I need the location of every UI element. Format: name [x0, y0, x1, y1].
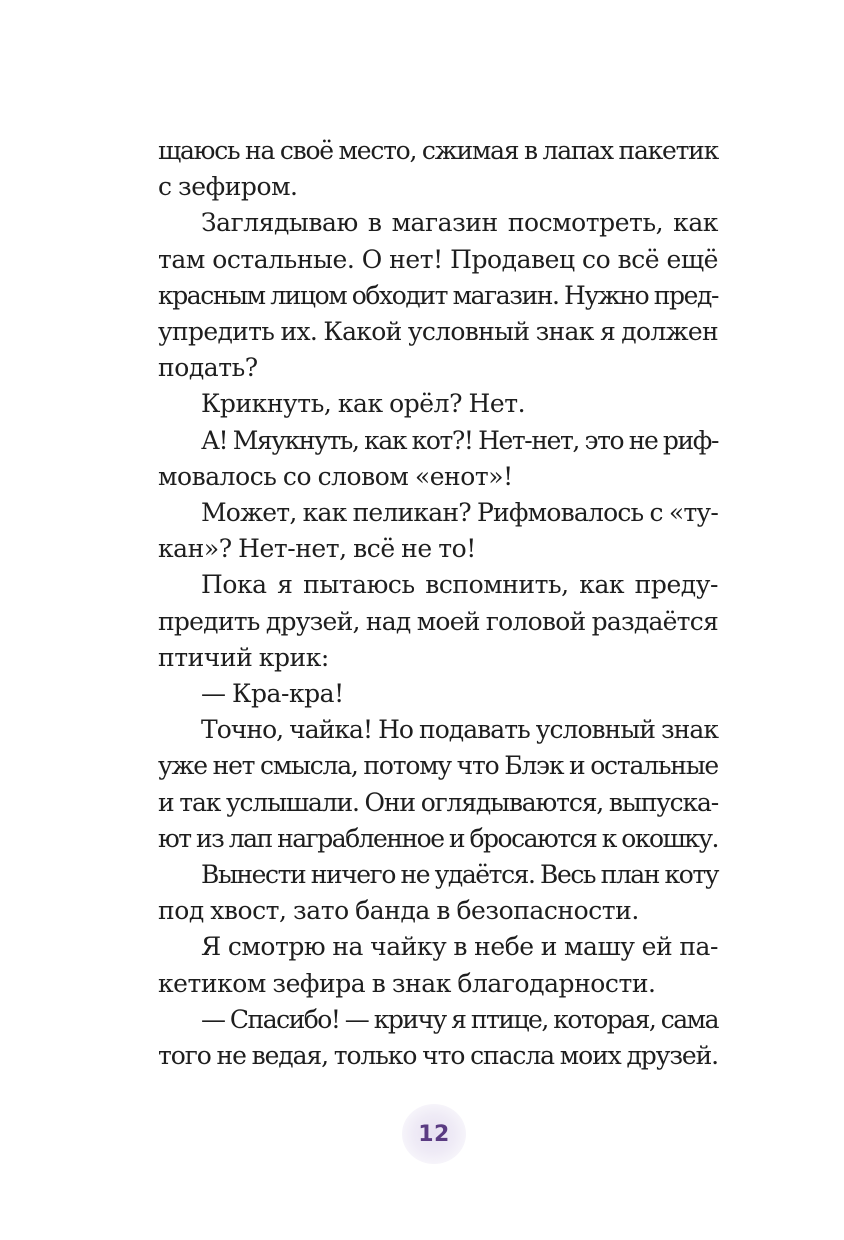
text-line: Крикнуть, как орёл? Нет.	[201, 389, 526, 419]
text-line: кетиком зефира в знак благодарности.	[158, 968, 656, 998]
text-line: Пока я пытаюсь вспомнить, как преду-	[201, 570, 718, 600]
page-number: 12	[418, 1121, 450, 1147]
text-line: там остальные. О нет! Продавец со всё ещё	[158, 244, 718, 274]
text-line: красным лицом обходит магазин. Нужно пред-	[158, 280, 718, 310]
text-line: Точно, чайка! Но подавать условный знак	[201, 715, 718, 745]
text-line: Может, как пеликан? Рифмовалось с «ту-	[201, 498, 718, 528]
text-line: Вынести ничего не удаётся. Весь план коту	[201, 860, 718, 890]
text-line: мовалось со словом «енот»!	[158, 461, 513, 491]
page-number-badge	[402, 1104, 466, 1164]
body-text	[158, 133, 718, 1074]
text-line: Заглядываю в магазин посмотреть, как	[201, 208, 718, 238]
text-line: — Спасибо! — кричу я птице, которая, сама	[201, 1004, 718, 1034]
text-line: того не ведая, только что спасла моих друзей.	[158, 1041, 718, 1071]
text-line: птичий крик:	[158, 642, 329, 672]
text-line: и так услышали. Они оглядываются, выпуска-	[158, 787, 719, 817]
text-line: — Кра-кра!	[201, 679, 344, 709]
text-line: кан»? Нет-нет, всё не то!	[158, 534, 476, 564]
text-line: уже нет смысла, потому что Блэк и остальные	[158, 751, 718, 781]
text-line: щаюсь на своё место, сжимая в лапах пакетик	[158, 136, 718, 165]
text-line: с зефиром.	[158, 172, 298, 202]
text-line: предить друзей, над моей головой раздаётся	[158, 606, 718, 636]
text-line: подать?	[158, 353, 258, 383]
text-line: А! Мяукнуть, как кот?! Нет-нет, это не риф-	[201, 425, 718, 455]
text-line: Я смотрю на чайку в небе и машу ей па-	[201, 932, 718, 962]
text-line: под хвост, зато банда в безопасности.	[158, 896, 639, 926]
text-line: ют из лап награбленное и бросаются к окошку.	[158, 823, 718, 853]
text-line: упредить их. Какой условный знак я должен	[158, 317, 718, 347]
